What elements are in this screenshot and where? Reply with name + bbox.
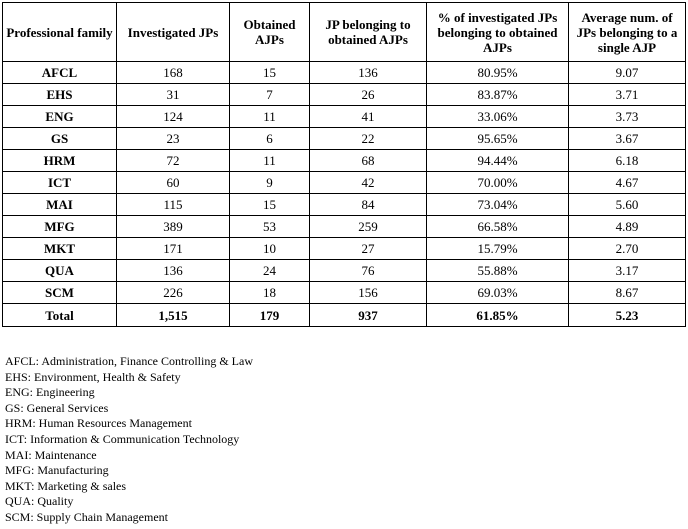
cell-investigated: 168 bbox=[117, 62, 230, 84]
legend-item: EHS: Environment, Health & Safety bbox=[5, 369, 181, 384]
legend-item: AFCL: Administration, Finance Controlling & Law bbox=[5, 354, 253, 368]
table-row bbox=[3, 260, 686, 282]
cell-investigated: 60 bbox=[117, 172, 230, 194]
cell-investigated: 31 bbox=[117, 84, 230, 106]
cell-jp-belonging: 259 bbox=[310, 216, 427, 238]
cell-obtained: 15 bbox=[230, 62, 310, 84]
cell-family: HRM bbox=[3, 150, 117, 172]
cell-obtained: 7 bbox=[230, 84, 310, 106]
cell-jp-belonging: 76 bbox=[310, 260, 427, 282]
cell-obtained: 53 bbox=[230, 216, 310, 238]
total-row bbox=[3, 304, 686, 327]
total-percent: 61.85% bbox=[427, 304, 569, 327]
table-row bbox=[3, 194, 686, 216]
cell-average: 4.89 bbox=[569, 216, 686, 238]
cell-investigated: 72 bbox=[117, 150, 230, 172]
cell-investigated: 115 bbox=[117, 194, 230, 216]
cell-investigated: 171 bbox=[117, 238, 230, 260]
cell-percent: 70.00% bbox=[427, 172, 569, 194]
legend-item: MFG: Manufacturing bbox=[5, 463, 109, 478]
cell-obtained: 9 bbox=[230, 172, 310, 194]
cell-jp-belonging: 26 bbox=[310, 84, 427, 106]
legend-item: ENG: Engineering bbox=[5, 385, 95, 400]
cell-percent: 95.65% bbox=[427, 128, 569, 150]
cell-family: MAI bbox=[3, 194, 117, 216]
header-investigated-jps: Investigated JPs bbox=[117, 3, 230, 62]
cell-average: 2.70 bbox=[569, 238, 686, 260]
abbreviation-legend bbox=[5, 354, 253, 526]
total-jp-belonging: 937 bbox=[310, 304, 427, 327]
total-obtained: 179 bbox=[230, 304, 310, 327]
cell-jp-belonging: 136 bbox=[310, 62, 427, 84]
cell-average: 6.18 bbox=[569, 150, 686, 172]
total-label: Total bbox=[3, 304, 117, 327]
cell-average: 3.73 bbox=[569, 106, 686, 128]
cell-average: 8.67 bbox=[569, 282, 686, 304]
cell-investigated: 226 bbox=[117, 282, 230, 304]
cell-investigated: 389 bbox=[117, 216, 230, 238]
cell-family: AFCL bbox=[3, 62, 117, 84]
cell-average: 4.67 bbox=[569, 172, 686, 194]
professional-families-table bbox=[2, 2, 686, 327]
table-row bbox=[3, 238, 686, 260]
cell-family: QUA bbox=[3, 260, 117, 282]
cell-family: MFG bbox=[3, 216, 117, 238]
cell-percent: 55.88% bbox=[427, 260, 569, 282]
legend-item: SCM: Supply Chain Management bbox=[5, 509, 168, 524]
cell-jp-belonging: 68 bbox=[310, 150, 427, 172]
cell-average: 9.07 bbox=[569, 62, 686, 84]
cell-jp-belonging: 156 bbox=[310, 282, 427, 304]
legend-item: ICT: Information & Communication Technology bbox=[5, 431, 240, 446]
legend-item: HRM: Human Resources Management bbox=[5, 416, 192, 431]
cell-jp-belonging: 41 bbox=[310, 106, 427, 128]
table-header-row bbox=[3, 3, 686, 62]
cell-investigated: 136 bbox=[117, 260, 230, 282]
cell-percent: 66.58% bbox=[427, 216, 569, 238]
header-obtained-ajps: Obtained AJPs bbox=[230, 3, 310, 62]
header-average-num: Average num. of JPs belonging to a single AJP bbox=[569, 3, 686, 62]
table-row bbox=[3, 62, 686, 84]
header-jp-belonging: JP belonging to obtained AJPs bbox=[310, 3, 427, 62]
cell-family: ICT bbox=[3, 172, 117, 194]
cell-obtained: 11 bbox=[230, 106, 310, 128]
cell-family: EHS bbox=[3, 84, 117, 106]
cell-percent: 69.03% bbox=[427, 282, 569, 304]
cell-family: SCM bbox=[3, 282, 117, 304]
cell-average: 5.60 bbox=[569, 194, 686, 216]
table-row bbox=[3, 150, 686, 172]
cell-average: 3.67 bbox=[569, 128, 686, 150]
legend-item: MKT: Marketing & sales bbox=[5, 478, 127, 493]
cell-obtained: 11 bbox=[230, 150, 310, 172]
cell-family: GS bbox=[3, 128, 117, 150]
header-percent-investigated: % of investigated JPs belonging to obtained AJPs bbox=[427, 3, 569, 62]
cell-percent: 15.79% bbox=[427, 238, 569, 260]
cell-obtained: 10 bbox=[230, 238, 310, 260]
cell-jp-belonging: 27 bbox=[310, 238, 427, 260]
legend-item: MAI: Maintenance bbox=[5, 447, 97, 462]
total-investigated: 1,515 bbox=[117, 304, 230, 327]
legend-item: GS: General Services bbox=[5, 400, 109, 415]
cell-family: MKT bbox=[3, 238, 117, 260]
cell-percent: 80.95% bbox=[427, 62, 569, 84]
table-row bbox=[3, 216, 686, 238]
table-row bbox=[3, 128, 686, 150]
cell-obtained: 24 bbox=[230, 260, 310, 282]
cell-obtained: 15 bbox=[230, 194, 310, 216]
cell-average: 3.71 bbox=[569, 84, 686, 106]
legend-item: QUA: Quality bbox=[5, 494, 74, 509]
cell-investigated: 23 bbox=[117, 128, 230, 150]
cell-percent: 83.87% bbox=[427, 84, 569, 106]
cell-obtained: 18 bbox=[230, 282, 310, 304]
table-row bbox=[3, 172, 686, 194]
cell-percent: 73.04% bbox=[427, 194, 569, 216]
cell-jp-belonging: 84 bbox=[310, 194, 427, 216]
table-row bbox=[3, 106, 686, 128]
table-row bbox=[3, 282, 686, 304]
table-row bbox=[3, 84, 686, 106]
cell-jp-belonging: 42 bbox=[310, 172, 427, 194]
header-professional-family: Professional family bbox=[3, 3, 117, 62]
cell-family: ENG bbox=[3, 106, 117, 128]
cell-average: 3.17 bbox=[569, 260, 686, 282]
cell-investigated: 124 bbox=[117, 106, 230, 128]
total-average: 5.23 bbox=[569, 304, 686, 327]
cell-percent: 94.44% bbox=[427, 150, 569, 172]
cell-percent: 33.06% bbox=[427, 106, 569, 128]
table-container bbox=[2, 2, 686, 327]
cell-obtained: 6 bbox=[230, 128, 310, 150]
cell-jp-belonging: 22 bbox=[310, 128, 427, 150]
